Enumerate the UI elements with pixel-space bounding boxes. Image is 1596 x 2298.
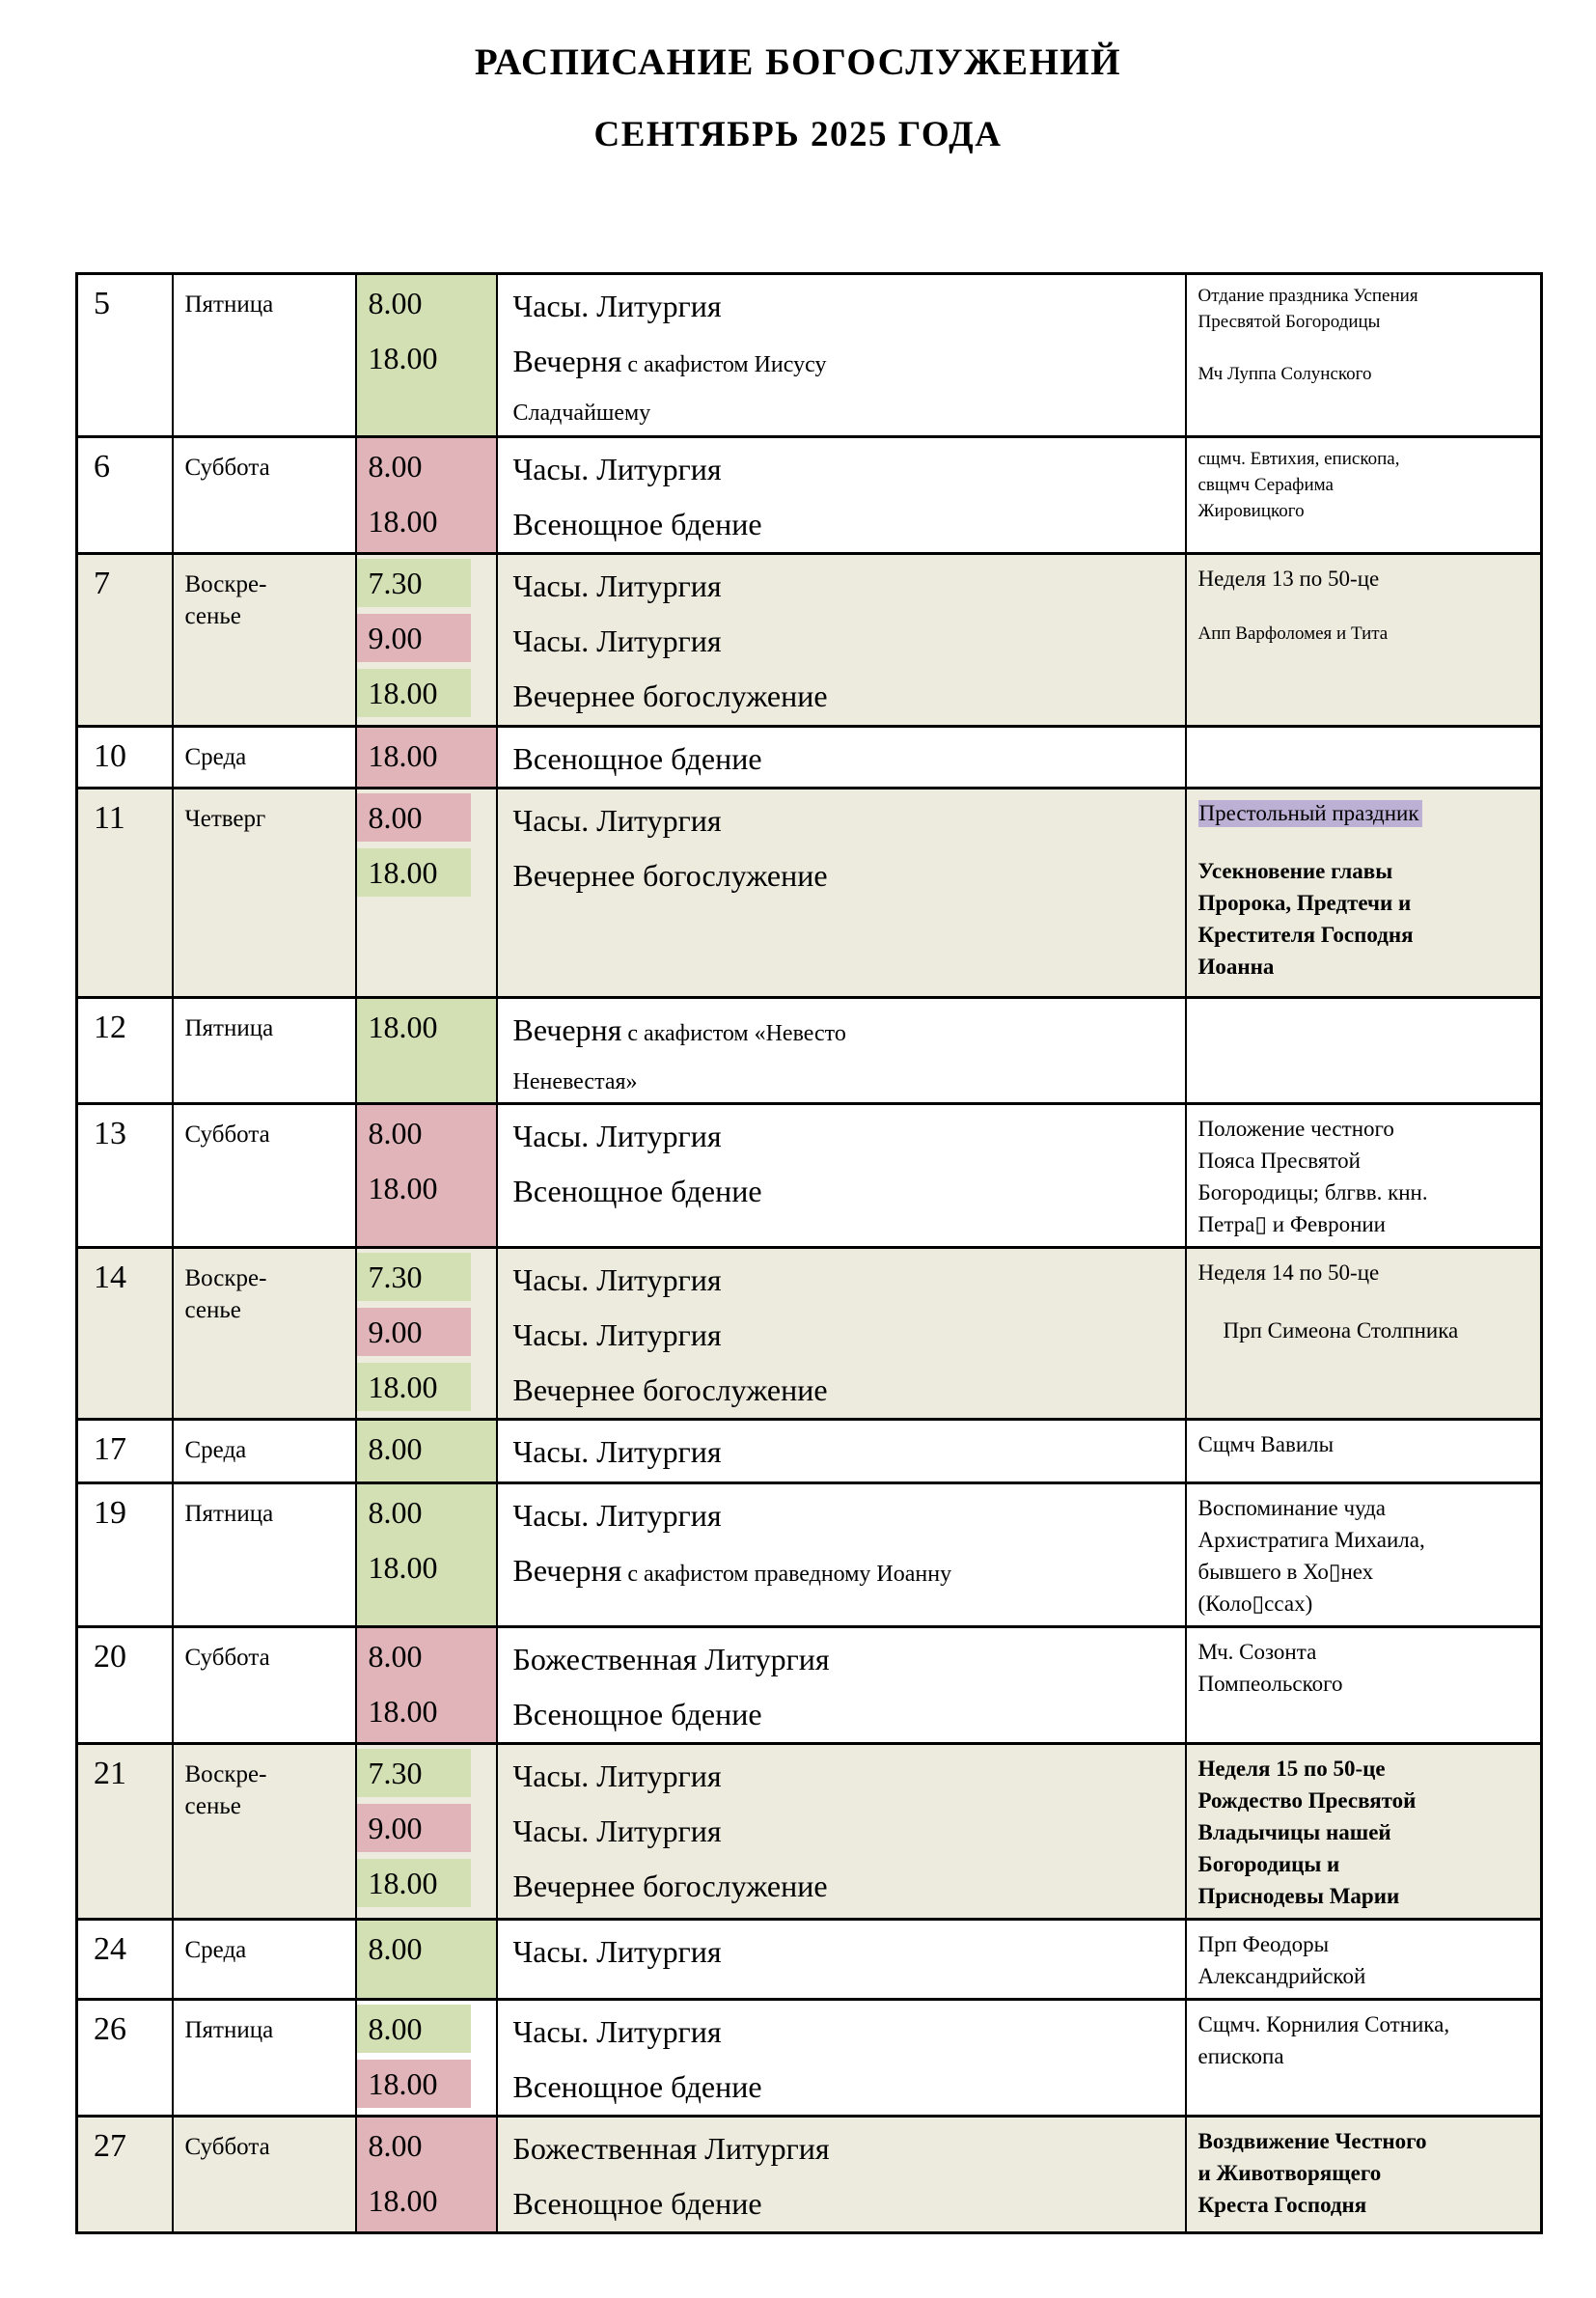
service-line — [513, 614, 1185, 669]
services-cell — [497, 1920, 1186, 2000]
table-row-5 — [77, 274, 1542, 437]
service-text: Вечерня — [512, 1012, 622, 1047]
day-label: Суббота — [184, 1121, 270, 1148]
note-line: Усекновение главы — [1197, 859, 1393, 883]
time-value: 18.00 — [357, 848, 471, 897]
day-label: сенье — [184, 1793, 241, 1819]
service-line — [513, 1164, 1185, 1219]
service-line — [513, 1632, 1185, 1687]
note-paragraph — [1198, 1492, 1527, 1620]
note-line: Жировицкого — [1197, 501, 1305, 521]
table-row-14 — [77, 1248, 1542, 1420]
notes-cell — [1186, 274, 1542, 437]
time-value: 7.30 — [357, 559, 471, 607]
date-cell: 13 — [77, 1104, 173, 1248]
note-paragraph — [1198, 621, 1527, 647]
note-paragraph — [1198, 563, 1527, 595]
notes-cell — [1186, 2000, 1542, 2117]
date-cell: 19 — [77, 1483, 173, 1627]
table-row-12 — [77, 998, 1542, 1104]
service-text: Часы. Литургия — [512, 1119, 722, 1153]
note-paragraph — [1198, 1928, 1527, 1992]
date-cell: 20 — [77, 1627, 173, 1744]
service-text: Часы. Литургия — [512, 1262, 722, 1297]
service-line — [513, 848, 1185, 903]
schedule-table-body — [77, 274, 1542, 2233]
services-cell — [497, 2117, 1186, 2233]
time-value: 9.00 — [357, 614, 471, 662]
note-paragraph — [1198, 797, 1527, 829]
service-line — [513, 442, 1185, 497]
note-line: Помпеольского — [1197, 1672, 1343, 1696]
service-line — [513, 1109, 1185, 1164]
day-label: Среда — [184, 1437, 247, 1463]
time-value: 18.00 — [368, 1010, 438, 1044]
service-line — [513, 1062, 1185, 1102]
note-line: Сщмч Вавилы — [1197, 1432, 1335, 1456]
notes-cell — [1186, 554, 1542, 727]
date-cell: 12 — [77, 998, 173, 1104]
service-text: Часы. Литургия — [512, 1813, 722, 1848]
day-cell — [173, 1744, 356, 1920]
day-cell — [173, 437, 356, 554]
services-cell — [497, 554, 1186, 727]
schedule-table — [75, 272, 1543, 2234]
service-line — [513, 279, 1185, 334]
service-text: с акафистом праведному Иоанну — [621, 1562, 952, 1587]
services-cell — [497, 1744, 1186, 1920]
time-cell — [356, 727, 497, 789]
date-cell: 14 — [77, 1248, 173, 1420]
note-line: епископа — [1197, 2044, 1284, 2068]
note-line: свщмч Серафима — [1197, 475, 1334, 495]
time-value: 8.00 — [368, 449, 423, 484]
service-line — [513, 669, 1185, 724]
table-row-7 — [77, 554, 1542, 727]
day-label: Пятница — [184, 291, 274, 318]
day-cell — [173, 727, 356, 789]
time-cell — [356, 274, 497, 437]
note-paragraph — [1198, 1753, 1527, 1912]
service-line — [513, 1425, 1185, 1480]
service-text: Всенощное бдение — [512, 2186, 762, 2221]
date-cell: 21 — [77, 1744, 173, 1920]
time-cell — [356, 1420, 497, 1483]
service-text: Часы. Литургия — [512, 623, 722, 658]
note-line: Владычицы нашей — [1197, 1820, 1391, 1844]
note-paragraph — [1198, 1636, 1527, 1700]
date-cell: 7 — [77, 554, 173, 727]
notes-cell — [1186, 998, 1542, 1104]
note-line: Мч Луппа Солунского — [1197, 364, 1372, 384]
table-row-13 — [77, 1104, 1542, 1248]
time-value: 8.00 — [368, 2128, 423, 2163]
day-cell — [173, 1627, 356, 1744]
note-line: Богородицы; блгвв. кнн. — [1197, 1180, 1428, 1204]
time-value: 18.00 — [368, 341, 438, 375]
note-paragraph — [1198, 1257, 1527, 1288]
time-cell — [356, 1248, 497, 1420]
service-line — [513, 393, 1185, 433]
note-line: Александрийской — [1197, 1964, 1366, 1988]
note-line: Неделя 13 по 50-це — [1197, 567, 1380, 591]
day-cell — [173, 1920, 356, 2000]
time-value: 18.00 — [357, 1363, 471, 1411]
time-cell — [356, 1627, 497, 1744]
service-text: Часы. Литургия — [512, 1317, 722, 1352]
service-text: Часы. Литургия — [512, 1758, 722, 1793]
time-value: 18.00 — [357, 669, 471, 717]
services-cell — [497, 789, 1186, 998]
table-row-11 — [77, 789, 1542, 998]
service-text: Всенощное бдение — [512, 741, 762, 776]
notes-cell — [1186, 2117, 1542, 2233]
note-paragraph — [1198, 1428, 1527, 1460]
note-line: и Животворящего — [1197, 2161, 1382, 2185]
time-value: 8.00 — [368, 1639, 423, 1674]
day-label: сенье — [184, 603, 241, 629]
table-row-24 — [77, 1920, 1542, 2000]
day-label: Пятница — [184, 1501, 274, 1527]
note-line: сщмч. Евтихия, епископа, — [1197, 449, 1400, 469]
time-value: 7.30 — [357, 1253, 471, 1301]
service-text: Вечерня — [512, 1553, 622, 1588]
note-line: Мч. Созонта — [1197, 1640, 1317, 1664]
services-cell — [497, 2000, 1186, 2117]
table-row-10 — [77, 727, 1542, 789]
time-value: 18.00 — [368, 738, 438, 773]
service-text: Часы. Литургия — [512, 1434, 722, 1469]
time-cell — [356, 2117, 497, 2233]
note-line: Апп Варфоломея и Тита — [1197, 623, 1389, 644]
time-cell — [356, 437, 497, 554]
services-cell — [497, 1248, 1186, 1420]
time-cell — [356, 1920, 497, 2000]
service-text: Всенощное бдение — [512, 507, 762, 541]
day-label: Суббота — [184, 2134, 270, 2160]
service-line — [513, 2060, 1185, 2115]
service-line — [513, 334, 1185, 393]
service-text: Вечерня — [512, 344, 622, 378]
date-cell: 26 — [77, 2000, 173, 2117]
table-row-26 — [77, 2000, 1542, 2117]
service-text: Часы. Литургия — [512, 289, 722, 323]
service-line — [513, 1308, 1185, 1363]
service-line — [513, 1804, 1185, 1859]
note-paragraph — [1198, 1113, 1527, 1240]
note-line: Петра▯ и Февронии — [1197, 1212, 1386, 1236]
service-text: Вечернее богослужение — [512, 678, 828, 713]
table-row-17 — [77, 1420, 1542, 1483]
services-cell — [497, 1483, 1186, 1627]
time-value: 18.00 — [368, 1694, 438, 1729]
page — [0, 41, 1596, 2298]
notes-cell — [1186, 1104, 1542, 1248]
service-text: Божественная Литургия — [512, 1642, 830, 1676]
notes-cell — [1186, 1744, 1542, 1920]
time-cell — [356, 1483, 497, 1627]
time-value: 8.00 — [368, 1431, 423, 1466]
time-value: 7.30 — [357, 1749, 471, 1797]
time-cell — [356, 2000, 497, 2117]
day-label: Воскре- — [184, 1761, 267, 1787]
time-value: 8.00 — [368, 1931, 423, 1966]
service-text: Часы. Литургия — [512, 1934, 722, 1969]
service-line — [513, 1253, 1185, 1308]
table-row-21 — [77, 1744, 1542, 1920]
time-value: 18.00 — [368, 1171, 438, 1205]
service-text: Часы. Литургия — [512, 568, 722, 603]
day-label: сенье — [184, 1297, 241, 1323]
note-line: Положение честного — [1197, 1117, 1394, 1141]
service-line — [513, 793, 1185, 848]
note-line: Пояса Пресвятой — [1197, 1149, 1361, 1173]
service-line — [513, 1924, 1185, 1980]
day-cell — [173, 789, 356, 998]
time-value: 9.00 — [357, 1308, 471, 1356]
day-cell — [173, 1420, 356, 1483]
service-line — [513, 732, 1185, 787]
service-line — [513, 1488, 1185, 1543]
note-line: Крестителя Господня — [1197, 923, 1414, 947]
day-label: Суббота — [184, 1645, 270, 1671]
services-cell — [497, 1420, 1186, 1483]
time-value: 18.00 — [368, 504, 438, 539]
day-cell — [173, 1104, 356, 1248]
services-cell — [497, 1627, 1186, 1744]
note-line: Рождество Пресвятой — [1197, 1788, 1417, 1813]
day-label: Среда — [184, 1937, 247, 1963]
date-cell: 27 — [77, 2117, 173, 2233]
date-cell: 24 — [77, 1920, 173, 2000]
service-text: Неневестая» — [512, 1069, 638, 1094]
day-label: Четверг — [184, 806, 266, 832]
service-text: Часы. Литургия — [512, 803, 722, 838]
day-label: Пятница — [184, 1015, 274, 1041]
table-row-6 — [77, 437, 1542, 554]
time-cell — [356, 998, 497, 1104]
note-line: Креста Господня — [1197, 2193, 1367, 2217]
day-cell — [173, 274, 356, 437]
service-line — [513, 1363, 1185, 1418]
note-line: Воздвижение Честного — [1197, 2129, 1427, 2153]
day-label: Воскре- — [184, 1265, 267, 1291]
time-value: 8.00 — [357, 793, 471, 842]
service-line — [513, 559, 1185, 614]
day-cell — [173, 2117, 356, 2233]
note-line: Прп Симеона Столпника — [1223, 1318, 1459, 1343]
day-cell — [173, 1248, 356, 1420]
note-line: (Коло▯ссах) — [1197, 1592, 1313, 1616]
time-cell — [356, 554, 497, 727]
feast-highlight: Престольный праздник — [1198, 800, 1422, 827]
notes-cell — [1186, 1483, 1542, 1627]
notes-cell — [1186, 1920, 1542, 2000]
note-line: Архистратига Михаила, — [1197, 1528, 1425, 1552]
service-line — [513, 1543, 1185, 1602]
table-row-27 — [77, 2117, 1542, 2233]
note-line — [1198, 797, 1527, 829]
service-text: с акафистом Иисусу — [621, 352, 827, 377]
service-text: с акафистом «Невесто — [621, 1021, 846, 1046]
time-value: 8.00 — [357, 2005, 471, 2053]
notes-cell — [1186, 1627, 1542, 1744]
service-text: Вечернее богослужение — [512, 858, 828, 893]
service-text: Всенощное бдение — [512, 2069, 762, 2104]
services-cell — [497, 998, 1186, 1104]
note-line: Неделя 14 по 50-це — [1197, 1260, 1380, 1285]
service-line — [513, 2176, 1185, 2231]
notes-cell — [1186, 437, 1542, 554]
notes-cell — [1186, 1420, 1542, 1483]
time-cell — [356, 789, 497, 998]
day-label: Суббота — [184, 455, 270, 481]
service-text: Вечернее богослужение — [512, 1372, 828, 1407]
time-value: 8.00 — [368, 286, 423, 320]
notes-cell — [1186, 789, 1542, 998]
service-line — [513, 1003, 1185, 1062]
time-value: 18.00 — [368, 1550, 438, 1585]
notes-cell — [1186, 727, 1542, 789]
note-paragraph — [1198, 446, 1527, 524]
day-label: Среда — [184, 744, 247, 770]
note-line: Неделя 15 по 50-це — [1197, 1757, 1386, 1781]
services-cell — [497, 437, 1186, 554]
service-text: Всенощное бдение — [512, 1174, 762, 1208]
services-cell — [497, 727, 1186, 789]
service-line — [513, 2005, 1185, 2060]
service-text: Часы. Литургия — [512, 1498, 722, 1533]
service-line — [513, 1687, 1185, 1742]
service-line — [513, 497, 1185, 552]
day-cell — [173, 2000, 356, 2117]
note-line: Иоанна — [1197, 955, 1275, 979]
note-line: Прп Феодоры — [1197, 1932, 1330, 1956]
note-line: Отдание праздника Успения — [1197, 286, 1418, 306]
service-line — [513, 1859, 1185, 1914]
service-text: Часы. Литургия — [512, 452, 722, 486]
note-line: Пророка, Предтечи и — [1197, 891, 1412, 915]
day-label: Пятница — [184, 2017, 274, 2043]
date-cell: 5 — [77, 274, 173, 437]
note-line: Сщмч. Корнилия Сотника, — [1197, 2012, 1450, 2036]
day-cell — [173, 1483, 356, 1627]
service-text: Часы. Литургия — [512, 2014, 722, 2049]
page-title: РАСПИСАНИЕ БОГОСЛУЖЕНИЙ — [474, 42, 1122, 83]
note-paragraph — [1198, 283, 1527, 335]
time-cell — [356, 1744, 497, 1920]
date-cell: 17 — [77, 1420, 173, 1483]
note-paragraph — [1198, 1315, 1527, 1346]
note-paragraph — [1198, 855, 1527, 983]
table-row-19 — [77, 1483, 1542, 1627]
time-value: 18.00 — [357, 2060, 471, 2108]
time-cell — [356, 1104, 497, 1248]
note-line: Пресвятой Богородицы — [1197, 312, 1381, 332]
services-cell — [497, 274, 1186, 437]
schedule-document — [0, 41, 1596, 2234]
date-cell: 6 — [77, 437, 173, 554]
note-paragraph — [1198, 2125, 1527, 2221]
service-text: Вечернее богослужение — [512, 1869, 828, 1903]
time-value: 18.00 — [357, 1859, 471, 1907]
note-paragraph — [1198, 361, 1527, 387]
service-text: Сладчайшему — [512, 401, 651, 426]
service-line — [513, 2121, 1185, 2176]
service-text: Божественная Литургия — [512, 2131, 830, 2166]
day-cell — [173, 998, 356, 1104]
time-value: 8.00 — [368, 1495, 423, 1530]
time-value: 18.00 — [368, 2183, 438, 2218]
table-row-20 — [77, 1627, 1542, 1744]
services-cell — [497, 1104, 1186, 1248]
day-cell — [173, 554, 356, 727]
note-line: Воспоминание чуда — [1197, 1496, 1386, 1520]
note-line: Богородицы и — [1197, 1852, 1340, 1876]
note-line: бывшего в Хо▯нех — [1197, 1560, 1374, 1584]
notes-cell — [1186, 1248, 1542, 1420]
service-text: Всенощное бдение — [512, 1697, 762, 1731]
note-line: Приснодевы Марии — [1197, 1884, 1400, 1908]
day-label: Воскре- — [184, 571, 267, 597]
service-line — [513, 1749, 1185, 1804]
time-value: 9.00 — [357, 1804, 471, 1852]
page-subtitle: СЕНТЯБРЬ 2025 ГОДА — [593, 115, 1003, 154]
date-cell: 11 — [77, 789, 173, 998]
date-cell: 10 — [77, 727, 173, 789]
note-paragraph — [1198, 2008, 1527, 2072]
time-value: 8.00 — [368, 1116, 423, 1150]
